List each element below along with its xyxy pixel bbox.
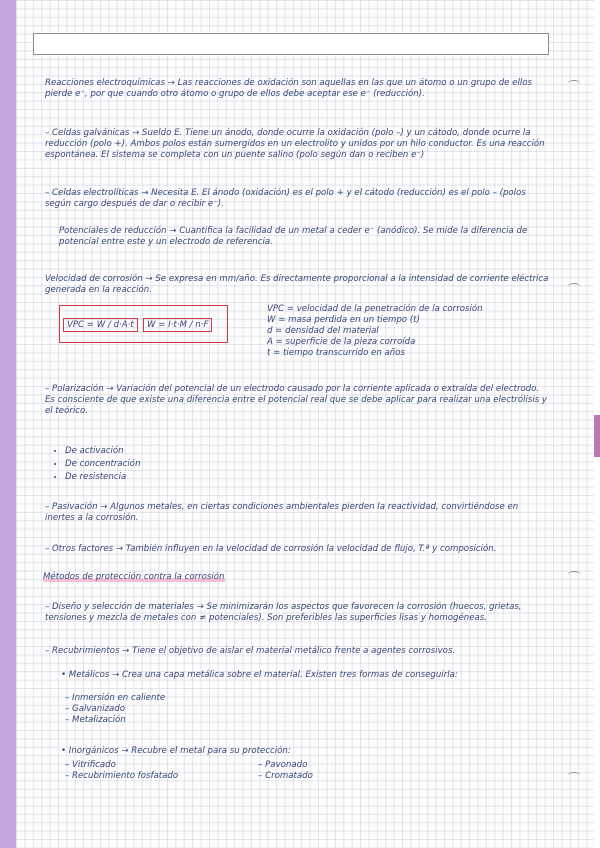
formula-vpc: VPC = W / d·A·t bbox=[63, 318, 138, 332]
intro-paragraph: Reacciones electroquímicas → Las reacciones de oxidación son aquellas en las que un átomo o un grupo de ellos pierde e⁻, por que cuando otro átomo o grupo de ellos debe aceptar ese e⁻ (reducción). bbox=[45, 78, 532, 99]
list-item: • De concentración bbox=[65, 459, 570, 470]
list-item: – Inmersión en caliente bbox=[65, 693, 166, 703]
polarization-types-list bbox=[45, 444, 570, 485]
passivation-paragraph: – Pasivación → Algunos metales, en ciertas condiciones ambientales pierden la reactividad, convirtiéndose en inertes a la corrosión. bbox=[45, 502, 519, 523]
legend-item: W = masa perdida en un tiempo (t) bbox=[267, 315, 420, 325]
list-item: – Metalización bbox=[65, 715, 126, 725]
list-item: • De activación bbox=[65, 446, 570, 457]
metallic-coatings-paragraph: • Metálicos → Crea una capa metálica sobre el material. Existen tres formas de conseguirla: bbox=[61, 670, 458, 680]
binder-edge bbox=[0, 0, 16, 848]
title-box bbox=[33, 33, 549, 55]
legend-item: t = tiempo transcurrido en años bbox=[267, 348, 405, 358]
inorganic-coatings-paragraph: • Inorgánicos → Recubre el metal para su protección: bbox=[61, 746, 291, 756]
design-paragraph: – Diseño y selección de materiales → Se minimizarán los aspectos que favorecen la corrosión (huecos, grietas, tensiones y mezcla de metales con ≠ potenciales). Son preferibles las superficies lisas y homogéneas. bbox=[45, 602, 522, 623]
list-item: – Recubrimiento fosfatado bbox=[65, 771, 179, 781]
corrosion-rate-paragraph: Velocidad de corrosión → Se expresa en mm/año. Es directamente proporcional a la intensidad de corriente eléctrica generada en la reacción. bbox=[45, 274, 549, 295]
legend-item: VPC = velocidad de la penetración de la corrosión bbox=[267, 304, 483, 314]
galvanic-cells-paragraph: – Celdas galvánicas → Sueldo E. Tiene un ánodo, donde ocurre la oxidación (polo –) y un cátodo, donde ocurre la reducción (polo +). Ambos polos están sumergidos en un electrolito y unidos por un hilo conductor. Es una reacción espontánea. El sistema se completa con un puente salino (polo según dan o reciben e⁻) bbox=[45, 128, 545, 160]
legend-item: d = densidad del material bbox=[267, 326, 379, 336]
list-item: – Pavonado bbox=[258, 760, 308, 770]
electrolytic-cells-paragraph: – Celdas electrolíticas → Necesita E. El ánodo (oxidación) es el polo + y el cátodo (reducción) es el polo – (polos según cargo después de dar o recibir e⁻). bbox=[45, 188, 526, 209]
punch-hole-mark bbox=[568, 283, 580, 290]
list-item: • De resistencia bbox=[65, 472, 570, 483]
punch-hole-mark bbox=[568, 80, 580, 87]
list-column bbox=[65, 760, 178, 782]
list-item: – Galvanizado bbox=[65, 704, 126, 714]
list-item: – Vitrificado bbox=[65, 760, 116, 770]
legend-item: A = superficie de la pieza corroída bbox=[267, 337, 416, 347]
section-heading: Métodos de protección contra la corrosión bbox=[43, 572, 225, 582]
formula-legend bbox=[267, 304, 550, 359]
reduction-potentials-paragraph: Potenciales de reducción → Cuantifica la facilidad de un metal a ceder e⁻ (anódico). Se mide la diferencia de potencial entre este y un electrodo de referencia. bbox=[59, 226, 528, 247]
punch-hole-mark bbox=[568, 571, 580, 578]
metallic-methods-list bbox=[45, 693, 570, 726]
side-tab-marker bbox=[594, 415, 600, 457]
formula-mass: W = I·t·M / n·F bbox=[143, 318, 212, 332]
coatings-paragraph: – Recubrimientos → Tiene el objetivo de aislar el material metálico frente a agentes corrosivos. bbox=[45, 646, 456, 656]
other-factors-paragraph: – Otros factores → También influyen en la velocidad de corrosión la velocidad de flujo, T.ª y composición. bbox=[45, 544, 497, 554]
inorganic-methods-list bbox=[45, 760, 570, 782]
list-item: – Cromatado bbox=[258, 771, 313, 781]
list-column bbox=[258, 760, 313, 782]
polarization-paragraph: – Polarización → Variación del potencial de un electrodo causado por la corriente aplicada o extraída del electrodo. Es consciente de que existe una diferencia entre el potencial real que se debe aplicar para realizar una electrólisis y el teórico. bbox=[45, 384, 548, 416]
